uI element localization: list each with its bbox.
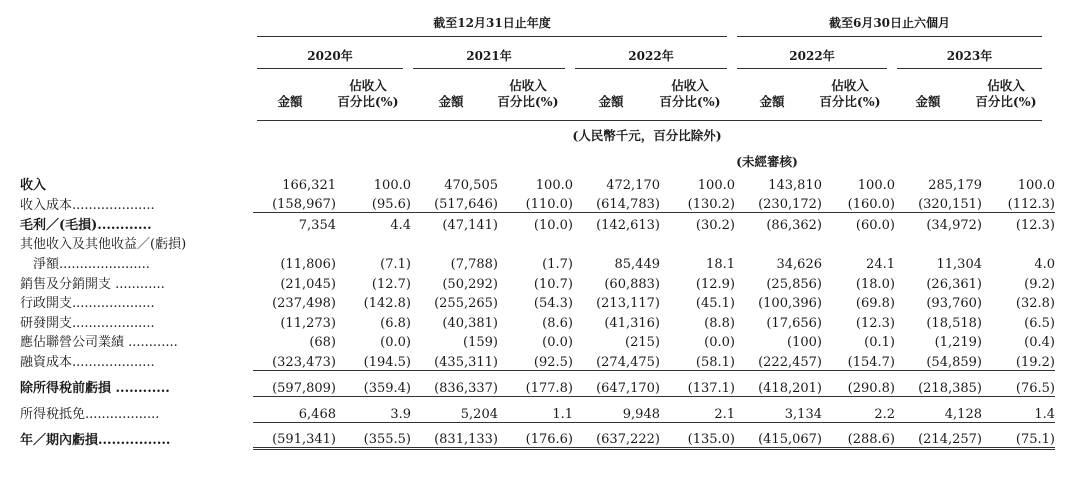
value-cell: (255,265): [434, 296, 498, 312]
row-label: 收入: [20, 177, 47, 193]
half-year-group-rule: [737, 36, 1042, 37]
value-cell: 9,948: [573, 396, 660, 422]
year-rule-2020: [257, 68, 403, 69]
value-cell: (25,856): [766, 276, 822, 292]
value-cell: (100): [787, 335, 822, 351]
value-cell: (647,170): [573, 370, 660, 396]
amount-header: 金額: [277, 94, 303, 109]
value-cell: (47,141): [411, 213, 498, 233]
value-cell: (18.0): [855, 276, 895, 292]
amount-header: 金額: [438, 94, 464, 109]
value-cell: (60,883): [604, 276, 660, 292]
table-row: [20, 272, 1055, 292]
value-cell: (10.7): [533, 276, 573, 292]
value-cell: (68): [309, 335, 336, 351]
value-cell: (288.6): [822, 422, 895, 448]
value-cell: 1.4: [982, 396, 1055, 422]
value-cell: 100.0: [535, 177, 573, 193]
table-row: [20, 193, 1055, 213]
percent-header: [330, 78, 406, 110]
unaudited-note: (未經審核): [736, 154, 798, 169]
value-cell: (230,172): [758, 197, 822, 213]
value-cell: (1.7): [542, 256, 573, 272]
percent-header-line2: 百分比(%): [337, 94, 399, 109]
value-cell: (0.0): [380, 335, 411, 351]
value-cell: [735, 233, 822, 253]
value-cell: [660, 233, 735, 253]
value-cell: 11,304: [936, 256, 982, 272]
value-cell: 4.4: [336, 213, 411, 233]
value-cell: 470,505: [444, 177, 498, 193]
year-rule-2022: [575, 68, 727, 69]
percent-header-line2: 百分比(%): [819, 94, 881, 109]
value-cell: 3.9: [336, 396, 411, 422]
value-cell: (12.3): [855, 315, 895, 331]
value-cell: (215): [625, 335, 660, 351]
value-cell: [498, 233, 573, 253]
value-cell: 7,354: [253, 213, 336, 233]
value-cell: (95.6): [371, 197, 411, 213]
value-cell: (6.5): [1024, 315, 1055, 331]
value-cell: (30.2): [660, 213, 735, 233]
value-cell: 3,134: [735, 396, 822, 422]
value-cell: 85,449: [614, 256, 660, 272]
value-cell: (142,613): [573, 213, 660, 233]
value-cell: 18.1: [706, 256, 735, 272]
value-cell: (0.4): [1024, 335, 1055, 351]
year-header-2022: 2022年: [628, 49, 674, 63]
value-cell: 2.2: [822, 396, 895, 422]
value-cell: (34,972): [895, 213, 982, 233]
fiscal-year-group-rule: [257, 36, 727, 37]
percent-header: [968, 78, 1044, 110]
amount-header: 金額: [759, 94, 785, 109]
value-cell: (12.7): [371, 276, 411, 292]
value-cell: (6.8): [380, 315, 411, 331]
value-cell: (19.2): [1015, 354, 1055, 370]
value-cell: (176.6): [498, 422, 573, 448]
value-cell: (41,316): [604, 315, 660, 331]
percent-header-line1: 佔收入: [831, 78, 869, 93]
column-header-rule: [257, 120, 1042, 121]
value-cell: 472,170: [606, 177, 660, 193]
value-cell: (12.3): [982, 213, 1055, 233]
value-cell: (75.1): [982, 422, 1055, 448]
amount-header: 金額: [915, 94, 941, 109]
table-row: [20, 252, 1055, 272]
value-cell: (32.8): [1015, 296, 1055, 312]
value-cell: (9.2): [1024, 276, 1055, 292]
row-label: 所得稅抵免..................: [20, 407, 160, 423]
income-statement-table: [20, 173, 1055, 450]
half-year-group-header: 截至6月30日止六個月: [828, 16, 951, 30]
value-cell: 100.0: [697, 177, 735, 193]
value-cell: (435,311): [434, 354, 498, 370]
table-row: [20, 422, 1055, 448]
value-cell: 100.0: [373, 177, 411, 193]
value-cell: (591,341): [253, 422, 336, 448]
value-cell: (237,498): [272, 296, 336, 312]
amount-header: 金額: [598, 94, 624, 109]
value-cell: (93,760): [926, 296, 982, 312]
value-cell: (12.9): [695, 276, 735, 292]
value-cell: (836,337): [411, 370, 498, 396]
value-cell: (214,257): [895, 422, 982, 448]
value-cell: (11,273): [280, 315, 336, 331]
value-cell: (0.1): [864, 335, 895, 351]
value-cell: (130.2): [687, 197, 735, 213]
value-cell: 4,128: [895, 396, 982, 422]
value-cell: (54.3): [533, 296, 573, 312]
value-cell: (21,045): [280, 276, 336, 292]
value-cell: [895, 233, 982, 253]
table-row: [20, 311, 1055, 331]
year-rule-2023-hy: [897, 68, 1042, 69]
value-cell: (8.8): [704, 315, 735, 331]
value-cell: [336, 233, 411, 253]
value-cell: 100.0: [857, 177, 895, 193]
value-cell: (7,788): [450, 256, 498, 272]
row-label: 收入成本....................: [20, 197, 155, 213]
value-cell: (0.0): [542, 335, 573, 351]
value-cell: [253, 233, 336, 253]
value-cell: (26,361): [926, 276, 982, 292]
value-cell: (517,646): [434, 197, 498, 213]
value-cell: (112.3): [1007, 197, 1055, 213]
percent-header: [490, 78, 566, 110]
value-cell: (7.1): [380, 256, 411, 272]
table-row: [20, 370, 1055, 396]
percent-header-line2: 百分比(%): [659, 94, 721, 109]
value-cell: (222,457): [758, 354, 822, 370]
value-cell: (218,385): [895, 370, 982, 396]
year-rule-2022-hy: [737, 68, 887, 69]
value-cell: (54,859): [926, 354, 982, 370]
row-label: 融資成本....................: [20, 355, 155, 371]
table-row: [20, 173, 1055, 193]
row-label: 行政開支....................: [20, 296, 155, 312]
value-cell: (60.0): [822, 213, 895, 233]
value-cell: (194.5): [363, 354, 411, 370]
value-cell: (11,806): [280, 256, 336, 272]
value-cell: (1,219): [934, 335, 982, 351]
value-cell: 143,810: [768, 177, 822, 193]
value-cell: (323,473): [272, 354, 336, 370]
fiscal-year-group-header: 截至12月31日止年度: [433, 16, 551, 30]
value-cell: (355.5): [336, 422, 411, 448]
table-row: [20, 292, 1055, 312]
percent-header-line1: 佔收入: [987, 78, 1025, 93]
row-label: 除所得稅前虧損 ............: [20, 381, 170, 397]
row-label: 年／期內虧損................: [20, 433, 171, 449]
table-row: [20, 396, 1055, 422]
percent-header-line1: 佔收入: [349, 78, 387, 93]
value-cell: (18,518): [926, 315, 982, 331]
year-header-2022-hy: 2022年: [789, 49, 835, 63]
percent-header-line2: 百分比(%): [975, 94, 1037, 109]
value-cell: (50,292): [442, 276, 498, 292]
value-cell: (290.8): [822, 370, 895, 396]
table-row: [20, 350, 1055, 370]
value-cell: (154.7): [847, 354, 895, 370]
percent-header: [652, 78, 728, 110]
value-cell: (58.1): [695, 354, 735, 370]
value-cell: 6,468: [253, 396, 336, 422]
value-cell: [822, 233, 895, 253]
value-cell: (135.0): [660, 422, 735, 448]
value-cell: (92.5): [533, 354, 573, 370]
table-row: [20, 331, 1055, 351]
value-cell: 1.1: [498, 396, 573, 422]
percent-header: [812, 78, 888, 110]
value-cell: (76.5): [982, 370, 1055, 396]
value-cell: [982, 233, 1055, 253]
row-label: 毛利／(毛損)............: [20, 217, 152, 233]
value-cell: (213,117): [596, 296, 660, 312]
value-cell: (86,362): [735, 213, 822, 233]
value-cell: (415,067): [735, 422, 822, 448]
value-cell: 100.0: [1017, 177, 1055, 193]
value-cell: 24.1: [866, 256, 895, 272]
value-cell: (0.0): [704, 335, 735, 351]
percent-header-line1: 佔收入: [671, 78, 709, 93]
value-cell: (110.0): [525, 197, 573, 213]
value-cell: (274,475): [596, 354, 660, 370]
value-cell: (177.8): [498, 370, 573, 396]
value-cell: 4.0: [1034, 256, 1055, 272]
year-rule-2021: [413, 68, 565, 69]
value-cell: [411, 233, 498, 253]
table-row: [20, 213, 1055, 233]
table-row: [20, 233, 1055, 253]
value-cell: (100,396): [758, 296, 822, 312]
value-cell: (45.1): [695, 296, 735, 312]
value-cell: (637,222): [573, 422, 660, 448]
value-cell: (160.0): [847, 197, 895, 213]
value-cell: (159): [463, 335, 498, 351]
row-label: 銷售及分銷開支 ............: [20, 276, 165, 292]
year-header-2023-hy: 2023年: [946, 49, 993, 63]
row-label: 研發開支....................: [20, 315, 155, 331]
percent-header-line2: 百分比(%): [497, 94, 559, 109]
value-cell: (69.8): [855, 296, 895, 312]
value-cell: (158,967): [272, 197, 336, 213]
value-cell: 5,204: [411, 396, 498, 422]
value-cell: 2.1: [660, 396, 735, 422]
value-cell: (40,381): [442, 315, 498, 331]
value-cell: 34,626: [776, 256, 822, 272]
value-cell: (17,656): [766, 315, 822, 331]
unit-note: (人民幣千元，百分比除外): [572, 128, 722, 143]
value-cell: (320,151): [918, 197, 982, 213]
value-cell: (418,201): [735, 370, 822, 396]
value-cell: [573, 233, 660, 253]
value-cell: (831,133): [411, 422, 498, 448]
value-cell: (137.1): [660, 370, 735, 396]
row-label: 其他收入及其他收益／(虧損): [20, 237, 187, 253]
value-cell: (614,783): [596, 197, 660, 213]
year-header-2020: 2020年: [307, 49, 353, 63]
value-cell: (10.0): [498, 213, 573, 233]
value-cell: (597,809): [253, 370, 336, 396]
value-cell: 285,179: [928, 177, 982, 193]
percent-header-line1: 佔收入: [509, 78, 547, 93]
row-label: 淨額......................: [20, 256, 150, 272]
row-label: 應佔聯營公司業績 ............: [20, 335, 178, 351]
value-cell: 166,321: [282, 177, 336, 193]
year-header-2021: 2021年: [466, 49, 512, 63]
value-cell: (359.4): [336, 370, 411, 396]
value-cell: (8.6): [542, 315, 573, 331]
value-cell: (142.8): [363, 296, 411, 312]
